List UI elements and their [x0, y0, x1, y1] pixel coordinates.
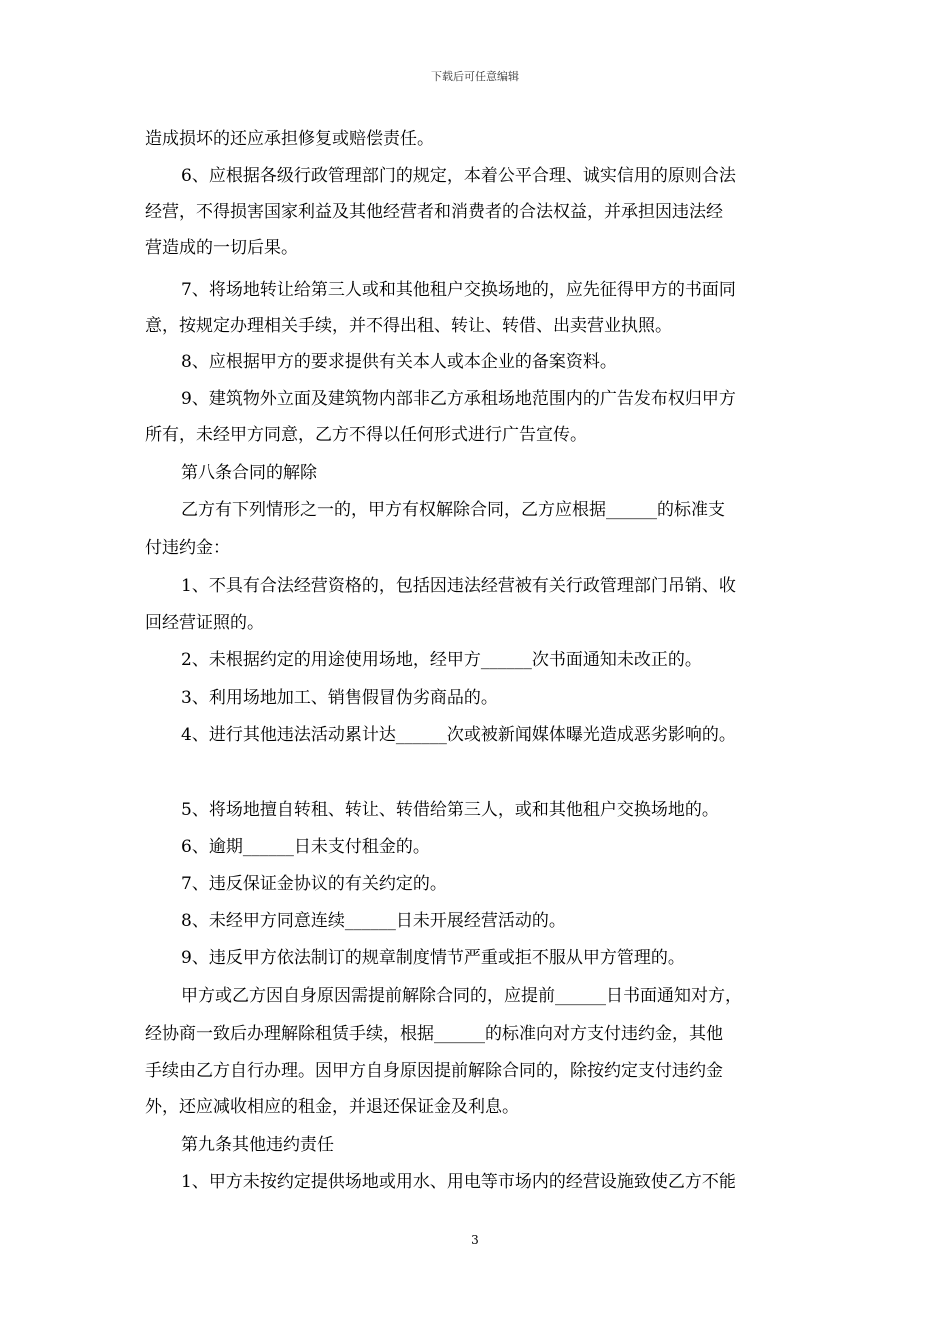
text-line: 5、将场地擅自转租、转让、转借给第三人，或和其他租户交换场地的。 — [181, 800, 719, 820]
text-line: 甲方或乙方因自身原因需提前解除合同的，应提前______日书面通知对方， — [181, 986, 742, 1006]
text-line: 4、进行其他违法活动累计达______次或被新闻媒体曝光造成恶劣影响的。 — [181, 725, 736, 745]
text-line: 8、未经甲方同意连续______日未开展经营活动的。 — [181, 911, 566, 931]
text-line: 9、违反甲方依法制订的规章制度情节严重或拒不服从甲方管理的。 — [181, 948, 685, 968]
text-line: 造成损坏的还应承担修复或赔偿责任。 — [145, 129, 434, 149]
text-line: 6、应根据各级行政管理部门的规定，本着公平合理、诚实信用的原则合法 — [181, 166, 736, 186]
page-number: 3 — [471, 1233, 479, 1247]
page-header: 下载后可任意编辑 — [431, 70, 519, 83]
text-line: 付违约金： — [145, 538, 230, 558]
text-line: 所有，未经甲方同意，乙方不得以任何形式进行广告宣传。 — [145, 425, 587, 445]
text-line: 7、将场地转让给第三人或和其他租户交换场地的，应先征得甲方的书面同 — [181, 280, 736, 300]
text-line: 1、不具有合法经营资格的，包括因违法经营被有关行政管理部门吊销、收 — [181, 576, 736, 596]
text-line: 2、未根据约定的用途使用场地，经甲方______次书面通知未改正的。 — [181, 650, 702, 670]
text-line: 3、利用场地加工、销售假冒伪劣商品的。 — [181, 688, 498, 708]
text-line: 7、违反保证金协议的有关约定的。 — [181, 874, 447, 894]
text-line: 9、建筑物外立面及建筑物内部非乙方承租场地范围内的广告发布权归甲方 — [181, 389, 736, 409]
text-line: 外，还应减收相应的租金，并退还保证金及利息。 — [145, 1097, 519, 1117]
text-line: 1、甲方未按约定提供场地或用水、用电等市场内的经营设施致使乙方不能 — [181, 1172, 736, 1192]
text-line: 意，按规定办理相关手续，并不得出租、转让、转借、出卖营业执照。 — [145, 316, 672, 336]
text-line: 经营，不得损害国家利益及其他经营者和消费者的合法权益，并承担因违法经 — [145, 202, 723, 222]
text-line: 乙方有下列情形之一的，甲方有权解除合同，乙方应根据______的标准支 — [181, 500, 725, 520]
text-line: 经协商一致后办理解除租赁手续，根据______的标准向对方支付违约金，其他 — [145, 1024, 723, 1044]
text-line: 手续由乙方自行办理。因甲方自身原因提前解除合同的，除按约定支付违约金 — [145, 1061, 723, 1081]
section-heading: 第九条其他违约责任 — [181, 1135, 334, 1155]
text-line: 营造成的一切后果。 — [145, 238, 298, 258]
section-heading: 第八条合同的解除 — [181, 463, 317, 483]
text-line: 回经营证照的。 — [145, 613, 264, 633]
text-line: 8、应根据甲方的要求提供有关本人或本企业的备案资料。 — [181, 352, 617, 372]
text-line: 6、逾期______日未支付租金的。 — [181, 837, 430, 857]
